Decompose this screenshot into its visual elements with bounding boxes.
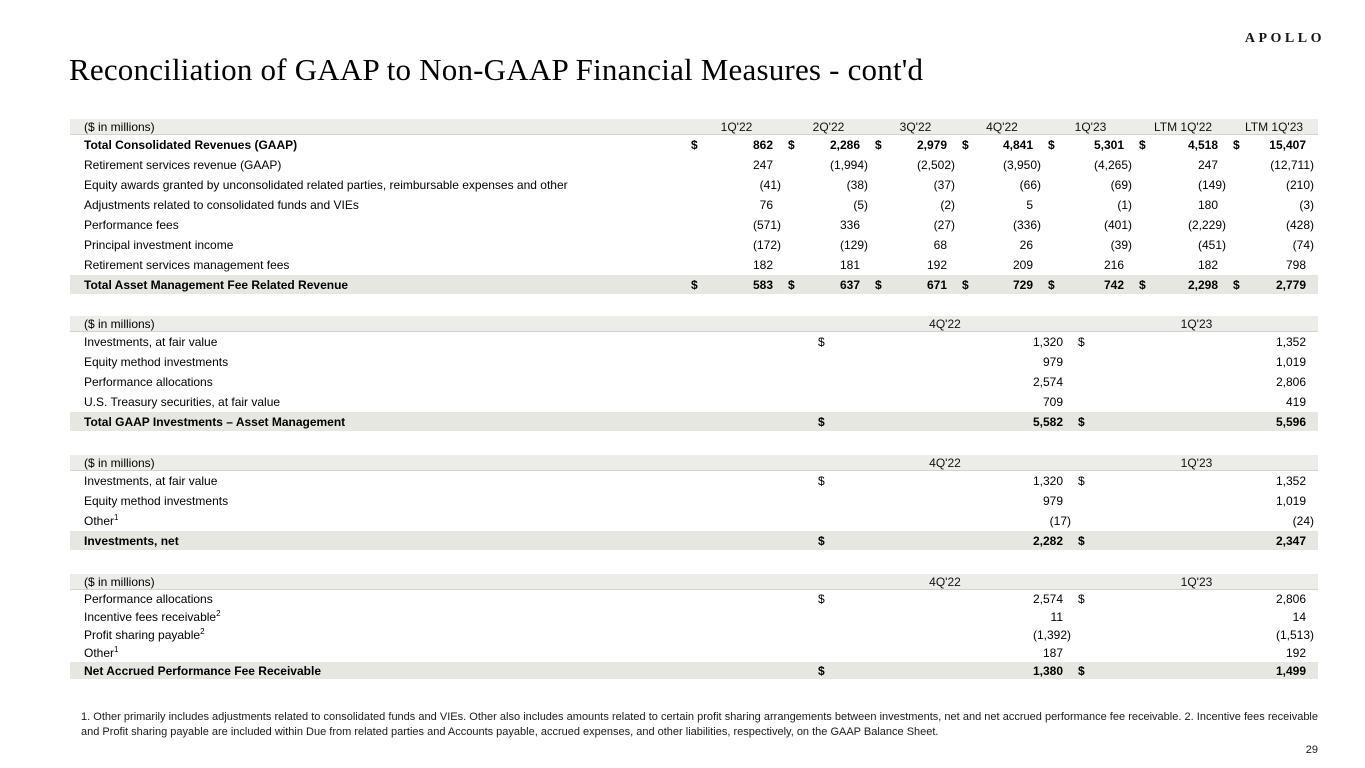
total-row bbox=[70, 531, 1318, 550]
value-cell: 979 bbox=[1042, 494, 1063, 508]
value-cell: (172) bbox=[752, 238, 781, 252]
value-cell: 26 bbox=[1019, 238, 1033, 252]
unit-label: ($ in millions) bbox=[70, 119, 688, 135]
row-label: Net Accrued Performance Fee Receivable bbox=[70, 662, 815, 679]
value-cell: (38) bbox=[846, 178, 868, 192]
value-cell: 1,320 bbox=[1032, 335, 1063, 349]
column-header: 4Q'22 bbox=[815, 316, 1075, 332]
column-header: 2Q'22 bbox=[785, 119, 872, 135]
dollar-sign bbox=[1230, 155, 1248, 175]
value-cell: 182 bbox=[1197, 258, 1218, 272]
dollar-sign bbox=[1136, 175, 1154, 195]
value-cell: 1,352 bbox=[1275, 474, 1306, 488]
value-cell: (66) bbox=[1019, 178, 1041, 192]
row-label: Incentive fees receivable$^2$ bbox=[84, 609, 221, 624]
column-header: LTM 1Q'22 bbox=[1136, 119, 1230, 135]
dollar-sign: $ bbox=[1075, 531, 1095, 550]
footnote: 1. Other primarily includes adjustments related to consolidated funds and VIEs. Other also includes amounts related to certain profit sharing arrangements between investments, net and net accrued performance fee receivable. 2. Incentive fees receivable and Profit sharing payable are included within Due from related parties and Accounts payable, accrued expenses, and other liabilities, respectively, on the GAAP Balance Sheet. bbox=[81, 711, 1318, 738]
dollar-sign bbox=[1075, 644, 1095, 662]
value-cell: 2,574 bbox=[1032, 375, 1063, 389]
value-cell: 979 bbox=[1042, 355, 1063, 369]
table-header-row bbox=[70, 316, 1318, 332]
value-cell: (37) bbox=[933, 178, 955, 192]
value-cell: 180 bbox=[1197, 198, 1218, 212]
value-cell: 1,019 bbox=[1275, 494, 1306, 508]
dollar-sign bbox=[785, 175, 803, 195]
row-label: Total Consolidated Revenues (GAAP) bbox=[84, 138, 298, 152]
value-cell: (24) bbox=[1292, 514, 1314, 528]
dollar-sign bbox=[1075, 491, 1095, 511]
dollar-sign bbox=[815, 608, 835, 626]
table-row bbox=[70, 471, 1318, 492]
table-row bbox=[70, 590, 1318, 609]
row-label: Equity method investments bbox=[84, 494, 229, 508]
dollar-sign bbox=[785, 155, 803, 175]
dollar-sign bbox=[1045, 215, 1063, 235]
value-cell: (1,994) bbox=[829, 158, 868, 172]
value-cell: 247 bbox=[752, 158, 773, 172]
dollar-sign bbox=[1075, 352, 1095, 372]
dollar-sign bbox=[1136, 215, 1154, 235]
value-cell: 4,841 bbox=[1002, 138, 1033, 152]
value-cell: 192 bbox=[1285, 646, 1306, 660]
dollar-sign: $ bbox=[1078, 474, 1085, 488]
dollar-sign bbox=[872, 235, 890, 255]
value-cell: 2,347 bbox=[1095, 531, 1318, 550]
row-label: Equity method investments bbox=[84, 355, 229, 369]
tables-container bbox=[70, 119, 1318, 679]
table-row bbox=[70, 352, 1318, 372]
dollar-sign bbox=[1230, 175, 1248, 195]
dollar-sign: $ bbox=[818, 335, 825, 349]
dollar-sign: $ bbox=[1139, 138, 1146, 152]
reconciliation-table-2 bbox=[70, 316, 1318, 431]
dollar-sign bbox=[688, 215, 706, 235]
dollar-sign bbox=[815, 626, 835, 644]
row-label: Investments, net bbox=[70, 531, 815, 550]
column-header: 3Q'22 bbox=[872, 119, 959, 135]
value-cell: 187 bbox=[1042, 646, 1063, 660]
dollar-sign bbox=[872, 175, 890, 195]
dollar-sign: $ bbox=[815, 662, 835, 679]
table-row bbox=[70, 135, 1318, 156]
dollar-sign bbox=[872, 255, 890, 275]
dollar-sign: $ bbox=[875, 138, 882, 152]
value-cell: 1,352 bbox=[1275, 335, 1306, 349]
dollar-sign bbox=[1075, 511, 1095, 531]
table-row bbox=[70, 608, 1318, 626]
row-label: Performance fees bbox=[84, 218, 179, 232]
dollar-sign bbox=[959, 155, 977, 175]
footnote-marker: 1 bbox=[114, 513, 119, 522]
dollar-sign: $ bbox=[1075, 662, 1095, 679]
value-cell: 2,806 bbox=[1275, 592, 1306, 606]
value-cell: 2,574 bbox=[1032, 592, 1063, 606]
reconciliation-table-4 bbox=[70, 574, 1318, 679]
row-label: Investments, at fair value bbox=[84, 335, 218, 349]
value-cell: (27) bbox=[933, 218, 955, 232]
table-row bbox=[70, 195, 1318, 215]
value-cell: 798 bbox=[1285, 258, 1306, 272]
apollo-logo: APOLLO bbox=[1244, 31, 1325, 46]
dollar-sign: $ bbox=[818, 474, 825, 488]
dollar-sign bbox=[1045, 155, 1063, 175]
dollar-sign bbox=[872, 155, 890, 175]
row-label: Other$^1$ bbox=[84, 513, 119, 528]
dollar-sign: $ bbox=[1045, 275, 1063, 294]
value-cell: (4,265) bbox=[1093, 158, 1132, 172]
dollar-sign bbox=[815, 491, 835, 511]
row-label: Other$^1$ bbox=[84, 645, 119, 660]
value-cell: 76 bbox=[759, 198, 773, 212]
value-cell: 11 bbox=[1050, 610, 1063, 624]
table-row bbox=[70, 644, 1318, 662]
value-cell: 4,518 bbox=[1187, 138, 1218, 152]
value-cell: 336 bbox=[839, 218, 860, 232]
dollar-sign bbox=[688, 195, 706, 215]
dollar-sign bbox=[1230, 255, 1248, 275]
value-cell: (336) bbox=[1012, 218, 1041, 232]
dollar-sign bbox=[785, 195, 803, 215]
table-row bbox=[70, 491, 1318, 511]
value-cell: 637 bbox=[803, 275, 872, 294]
value-cell: (2) bbox=[940, 198, 955, 212]
total-row bbox=[70, 275, 1318, 294]
row-label: Retirement services revenue (GAAP) bbox=[84, 158, 282, 172]
dollar-sign: $ bbox=[691, 138, 698, 152]
value-cell: (1,392) bbox=[1032, 628, 1071, 642]
table-row bbox=[70, 155, 1318, 175]
column-header: 4Q'22 bbox=[815, 455, 1075, 471]
dollar-sign: $ bbox=[1078, 592, 1085, 606]
value-cell: 2,979 bbox=[916, 138, 947, 152]
reconciliation-table-3 bbox=[70, 455, 1318, 550]
value-cell: (41) bbox=[759, 178, 781, 192]
column-header: 4Q'22 bbox=[959, 119, 1045, 135]
dollar-sign bbox=[1075, 626, 1095, 644]
row-label: Principal investment income bbox=[84, 238, 234, 252]
dollar-sign bbox=[815, 352, 835, 372]
value-cell: 862 bbox=[752, 138, 773, 152]
dollar-sign bbox=[785, 235, 803, 255]
value-cell: 209 bbox=[1012, 258, 1033, 272]
value-cell: (451) bbox=[1197, 238, 1226, 252]
value-cell: (69) bbox=[1110, 178, 1132, 192]
dollar-sign bbox=[959, 215, 977, 235]
value-cell: 5,582 bbox=[835, 412, 1075, 431]
dollar-sign bbox=[815, 392, 835, 412]
dollar-sign bbox=[1045, 195, 1063, 215]
column-header: 1Q'23 bbox=[1075, 316, 1318, 332]
dollar-sign bbox=[688, 255, 706, 275]
value-cell: 181 bbox=[839, 258, 860, 272]
value-cell: (401) bbox=[1103, 218, 1132, 232]
dollar-sign: $ bbox=[1233, 138, 1240, 152]
value-cell: (3,950) bbox=[1002, 158, 1041, 172]
dollar-sign bbox=[815, 372, 835, 392]
row-label: Equity awards granted by unconsolidated related parties, reimbursable expenses and other bbox=[84, 178, 568, 192]
reconciliation-table-1 bbox=[70, 119, 1318, 294]
dollar-sign bbox=[872, 215, 890, 235]
value-cell: (571) bbox=[752, 218, 781, 232]
dollar-sign bbox=[959, 195, 977, 215]
dollar-sign: $ bbox=[1048, 138, 1055, 152]
column-header: 1Q'23 bbox=[1045, 119, 1136, 135]
dollar-sign bbox=[1045, 255, 1063, 275]
dollar-sign: $ bbox=[959, 275, 977, 294]
dollar-sign bbox=[1075, 372, 1095, 392]
dollar-sign bbox=[688, 175, 706, 195]
unit-label: ($ in millions) bbox=[70, 455, 815, 471]
dollar-sign bbox=[785, 215, 803, 235]
unit-label: ($ in millions) bbox=[70, 574, 815, 590]
value-cell: 2,806 bbox=[1275, 375, 1306, 389]
value-cell: (2,229) bbox=[1187, 218, 1226, 232]
table-header-row bbox=[70, 119, 1318, 135]
column-header: LTM 1Q'23 bbox=[1230, 119, 1318, 135]
value-cell: (39) bbox=[1110, 238, 1132, 252]
value-cell: 2,286 bbox=[829, 138, 860, 152]
dollar-sign: $ bbox=[1230, 275, 1248, 294]
dollar-sign: $ bbox=[872, 275, 890, 294]
table-row bbox=[70, 511, 1318, 531]
value-cell: 742 bbox=[1063, 275, 1136, 294]
table-header-row bbox=[70, 574, 1318, 590]
dollar-sign: $ bbox=[785, 275, 803, 294]
table-row bbox=[70, 392, 1318, 412]
unit-label: ($ in millions) bbox=[70, 316, 815, 332]
total-row bbox=[70, 662, 1318, 679]
dollar-sign bbox=[815, 511, 835, 531]
column-header: 1Q'23 bbox=[1075, 455, 1318, 471]
value-cell: 1,380 bbox=[835, 662, 1075, 679]
value-cell: 671 bbox=[890, 275, 959, 294]
column-header: 1Q'22 bbox=[688, 119, 785, 135]
value-cell: (3) bbox=[1299, 198, 1314, 212]
dollar-sign bbox=[872, 195, 890, 215]
dollar-sign bbox=[785, 255, 803, 275]
table-row bbox=[70, 175, 1318, 195]
value-cell: 583 bbox=[706, 275, 785, 294]
table-row bbox=[70, 332, 1318, 353]
value-cell: (74) bbox=[1292, 238, 1314, 252]
value-cell: 419 bbox=[1285, 395, 1306, 409]
row-label: Investments, at fair value bbox=[84, 474, 218, 488]
dollar-sign bbox=[1230, 195, 1248, 215]
table-row bbox=[70, 215, 1318, 235]
value-cell: 182 bbox=[752, 258, 773, 272]
dollar-sign bbox=[1136, 235, 1154, 255]
column-header: 4Q'22 bbox=[815, 574, 1075, 590]
value-cell: 247 bbox=[1197, 158, 1218, 172]
row-label: Profit sharing payable$^2$ bbox=[84, 627, 205, 642]
dollar-sign: $ bbox=[815, 531, 835, 550]
row-label: Retirement services management fees bbox=[84, 258, 290, 272]
value-cell: (17) bbox=[1049, 514, 1071, 528]
value-cell: 68 bbox=[933, 238, 947, 252]
row-label: Performance allocations bbox=[84, 375, 213, 389]
dollar-sign bbox=[1136, 155, 1154, 175]
dollar-sign bbox=[1045, 175, 1063, 195]
row-label: Total Asset Management Fee Related Revenue bbox=[70, 275, 688, 294]
value-cell: 5 bbox=[1026, 198, 1033, 212]
dollar-sign: $ bbox=[818, 592, 825, 606]
row-label: Adjustments related to consolidated funds and VIEs bbox=[84, 198, 359, 212]
value-cell: (428) bbox=[1285, 218, 1314, 232]
dollar-sign: $ bbox=[815, 412, 835, 431]
dollar-sign bbox=[1230, 215, 1248, 235]
value-cell: 709 bbox=[1042, 395, 1063, 409]
dollar-sign bbox=[1136, 195, 1154, 215]
dollar-sign bbox=[815, 644, 835, 662]
value-cell: (129) bbox=[839, 238, 868, 252]
column-header: 1Q'23 bbox=[1075, 574, 1318, 590]
row-label: Performance allocations bbox=[84, 592, 213, 606]
value-cell: (5) bbox=[853, 198, 868, 212]
table-row bbox=[70, 372, 1318, 392]
dollar-sign: $ bbox=[1075, 412, 1095, 431]
value-cell: (149) bbox=[1197, 178, 1226, 192]
value-cell: 5,596 bbox=[1095, 412, 1318, 431]
dollar-sign: $ bbox=[1136, 275, 1154, 294]
total-row bbox=[70, 412, 1318, 431]
value-cell: 1,320 bbox=[1032, 474, 1063, 488]
value-cell: 2,282 bbox=[835, 531, 1075, 550]
footnote-marker: 2 bbox=[200, 627, 205, 636]
value-cell: 192 bbox=[926, 258, 947, 272]
value-cell: 14 bbox=[1292, 610, 1306, 624]
value-cell: 1,019 bbox=[1275, 355, 1306, 369]
dollar-sign bbox=[1075, 608, 1095, 626]
dollar-sign bbox=[1230, 235, 1248, 255]
value-cell: 729 bbox=[977, 275, 1045, 294]
dollar-sign: $ bbox=[1078, 335, 1085, 349]
row-label: U.S. Treasury securities, at fair value bbox=[84, 395, 281, 409]
dollar-sign bbox=[1136, 255, 1154, 275]
row-label: Total GAAP Investments – Asset Management bbox=[70, 412, 815, 431]
page-number: 29 bbox=[1305, 744, 1318, 756]
value-cell: 2,298 bbox=[1154, 275, 1230, 294]
dollar-sign bbox=[688, 235, 706, 255]
dollar-sign bbox=[1075, 392, 1095, 412]
dollar-sign bbox=[959, 175, 977, 195]
value-cell: (1,513) bbox=[1275, 628, 1314, 642]
value-cell: (2,502) bbox=[916, 158, 955, 172]
value-cell: (12,711) bbox=[1270, 158, 1314, 172]
table-row bbox=[70, 255, 1318, 275]
table-row bbox=[70, 626, 1318, 644]
value-cell: 5,301 bbox=[1093, 138, 1124, 152]
value-cell: 2,779 bbox=[1248, 275, 1318, 294]
dollar-sign bbox=[688, 155, 706, 175]
value-cell: 15,407 bbox=[1269, 138, 1306, 152]
table-header-row bbox=[70, 455, 1318, 471]
value-cell: 216 bbox=[1103, 258, 1124, 272]
value-cell: (1) bbox=[1117, 198, 1132, 212]
value-cell: (210) bbox=[1285, 178, 1314, 192]
footnote-marker: 2 bbox=[216, 609, 221, 618]
value-cell: 1,499 bbox=[1095, 662, 1318, 679]
page-title: Reconciliation of GAAP to Non-GAAP Financial Measures - cont'd bbox=[69, 52, 924, 87]
dollar-sign bbox=[1045, 235, 1063, 255]
dollar-sign bbox=[959, 255, 977, 275]
footnote-marker: 1 bbox=[114, 645, 119, 654]
dollar-sign: $ bbox=[962, 138, 969, 152]
dollar-sign bbox=[959, 235, 977, 255]
slide-content bbox=[70, 119, 1318, 756]
dollar-sign: $ bbox=[688, 275, 706, 294]
dollar-sign: $ bbox=[788, 138, 795, 152]
table-row bbox=[70, 235, 1318, 255]
